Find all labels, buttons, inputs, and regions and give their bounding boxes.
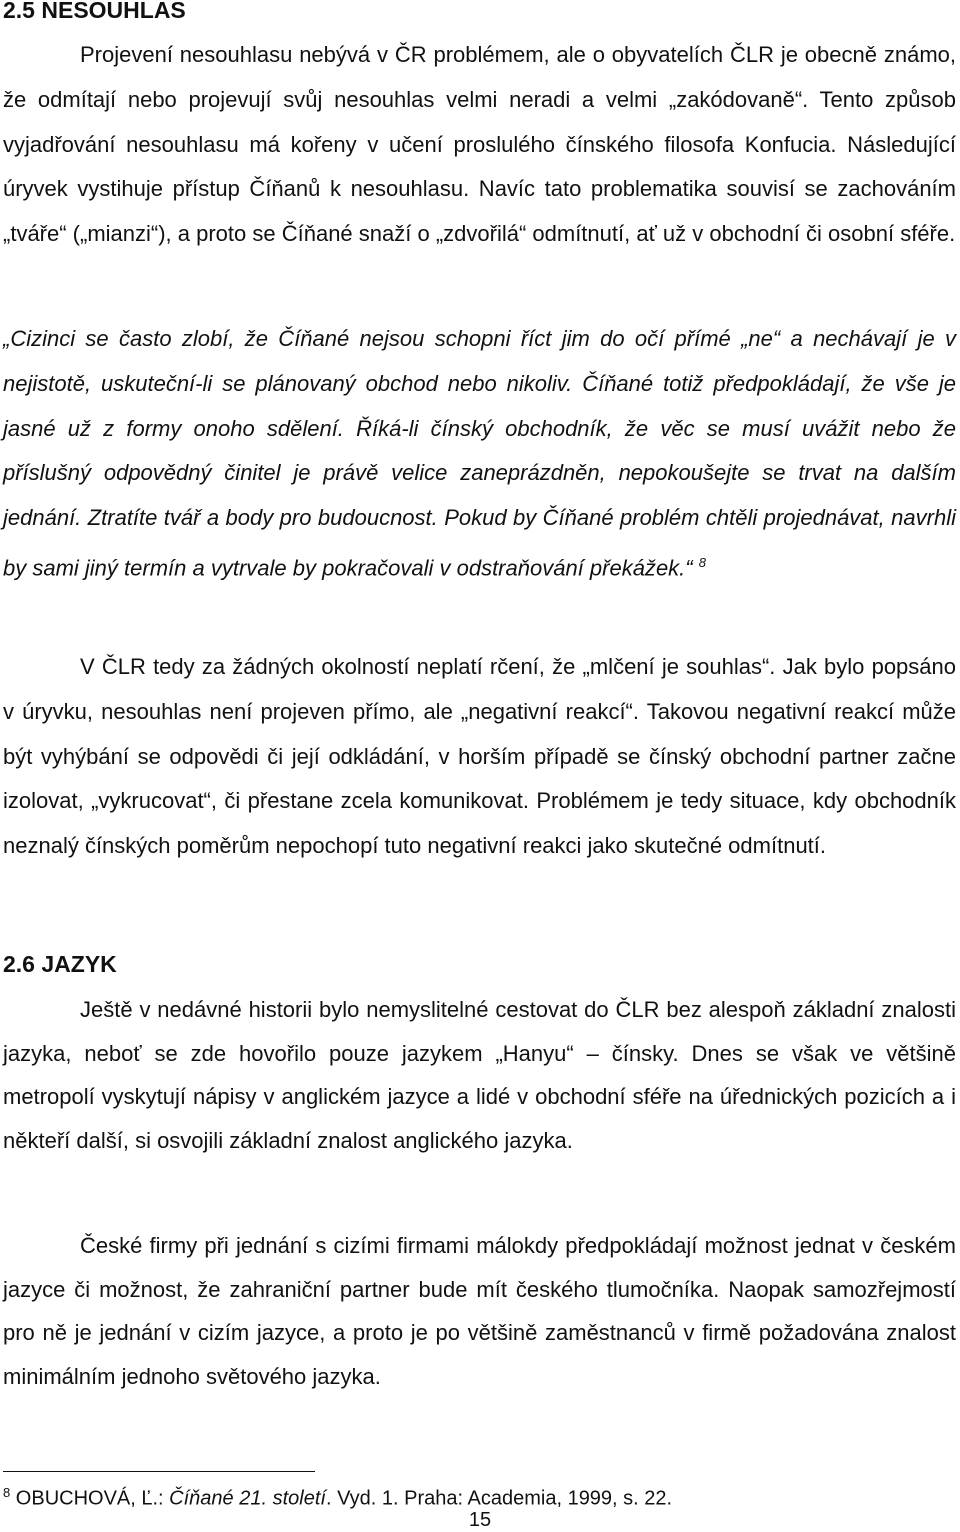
footnote-separator bbox=[3, 1471, 315, 1472]
footnote-details: . Vyd. 1. Praha: Academia, 1999, s. 22. bbox=[325, 1487, 673, 1510]
paragraph-mlceni: V ČLR tedy za žádných okolností neplatí rčení, že „mlčení je souhlas“. Jak bylo popsáno v úryvku, nesouhlas není projeven přímo, ale „negativní reakcí“. Takovou negativní reakcí může být vyhýbání se odpovědi či její odkládání, v horším případě se čínský obchodní partner začne izolovat, „vykrucovat“, či přestane zcela komunikovat. Problémem je tedy situace, kdy obchodník neznalý čínských poměrům nepochopí tuto negativní reakci jako skutečné odmítnutí. bbox=[3, 654, 956, 859]
quote-text: „Cizinci se často zlobí, že Číňané nejsou schopni říct jim do očí přímé „ne“ a nechávají je v nejistotě, uskuteční-li se plánovaný obchod nebo nikoliv. Číňané totiž předpokládají, že vše je jasné už z formy onoho sdělení. Říká-li čínský obchodník, že věc se musí uvážit nebo že příslušný odpovědný činitel je právě velice zaneprázdněn, nepokoušejte se trvat na dalším jednání. Ztratíte tvář a body pro budoucnost. Pokud by Číňané problém chtěli projednávat, navrhli by sami jiný termín a vytrvale by pokračovali v odstraňování překážek.“ bbox=[3, 326, 956, 581]
block-quote bbox=[3, 317, 956, 591]
paragraph-jazyk-history: Ještě v nedávné historii bylo nemyslitelné cestovat do ČLR bez alespoň základní znalosti jazyka, neboť se zde hovořilo pouze jazykem „Hanyu“ – čínsky. Dnes se však ve většině metropolí vyskytují nápisy v anglickém jazyce a lidé v obchodní sféře na úřednických pozicích a i někteří další, si osvojili základní znalost anglického jazyka. bbox=[3, 997, 956, 1154]
quote-footnote-ref: 8 bbox=[698, 554, 706, 570]
footnote-title: Číňané 21. století bbox=[169, 1487, 326, 1510]
footnote-author: OBUCHOVÁ, Ľ.: bbox=[15, 1487, 164, 1510]
page-number: 15 bbox=[468, 1509, 492, 1531]
paragraph-ceske-firmy: České firmy při jednání s cizími firmami málokdy předpokládají možnost jednat v českém jazyce či možnost, že zahraniční partner bude mít českého tlumočníka. Naopak samozřejmostí pro ně je jednání v cizím jazyce, a proto je po většině zaměstnanců v firmě požadována znalost minimálním jednoho světového jazyka. bbox=[3, 1233, 956, 1390]
paragraph-nesouhlas-intro: Projevení nesouhlasu nebývá v ČR problémem, ale o obyvatelích ČLR je obecně známo, že odmítají nebo projevují svůj nesouhlas velmi neradi a velmi „zakódovaně“. Tento způsob vyjadřování nesouhlasu má kořeny v učení proslulého čínského filosofa Konfucia. Následující úryvek vystihuje přístup Číňanů k nesouhlasu. Navíc tato problematika souvisí se zachováním „tváře“ („mianzi“), a proto se Číňané snaží o „zdvořilá“ odmítnutí, ať už v obchodní či osobní sféře. bbox=[3, 42, 956, 247]
section-heading-2-5: 2.5 NESOUHLAS bbox=[3, 0, 186, 23]
footnote-mark: 8 bbox=[3, 1485, 11, 1500]
section-heading-2-6: 2.6 JAZYK bbox=[3, 951, 117, 977]
